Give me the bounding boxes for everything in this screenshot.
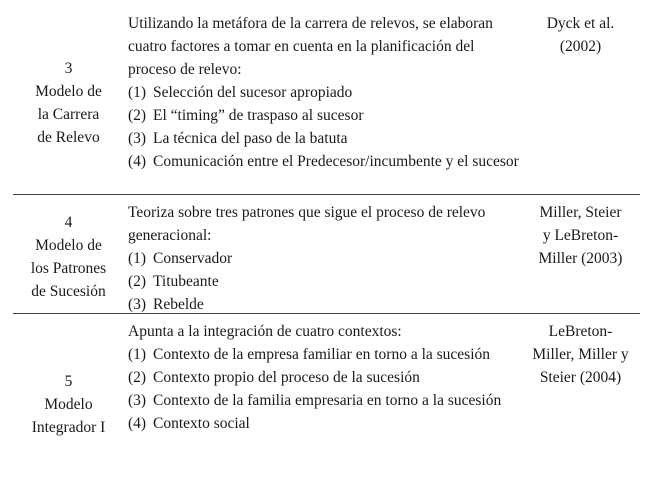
model-name-line: la Carrera [37, 106, 100, 123]
item-number: (2) [128, 107, 147, 124]
item-text: Selección del sucesor apropiado [153, 84, 353, 101]
item-number: (2) [128, 369, 147, 386]
list-item [128, 247, 521, 270]
models-table [13, 0, 640, 489]
item-number: (2) [128, 273, 147, 290]
item-text: Conservador [153, 250, 233, 267]
item-number: (3) [128, 130, 147, 147]
author-cell [521, 201, 640, 313]
context-list [128, 343, 521, 435]
item-text: La técnica del paso de la batuta [153, 130, 348, 147]
list-item [128, 81, 521, 104]
description-cell [124, 201, 521, 313]
author-line: Steier (2004) [539, 369, 622, 386]
item-number: (1) [128, 346, 147, 363]
author-cell [521, 12, 640, 194]
table-row [13, 0, 640, 195]
model-number: 5 [64, 373, 73, 390]
author-line: y LeBreton- [542, 227, 619, 244]
table-row [13, 195, 640, 314]
item-number: (1) [128, 84, 147, 101]
item-text: Contexto social [153, 415, 250, 432]
list-item [128, 343, 521, 366]
model-cell [13, 201, 124, 313]
item-number: (4) [128, 153, 147, 170]
model-name-line: de Sucesión [31, 283, 106, 300]
author-line: Miller (2003) [538, 250, 623, 267]
model-name-line: los Patrones [30, 260, 107, 277]
author-line: (2002) [559, 38, 602, 55]
list-item [128, 412, 521, 435]
model-number: 3 [64, 60, 73, 77]
item-number: (4) [128, 415, 147, 432]
item-text: El “timing” de traspaso al sucesor [153, 107, 364, 124]
description-lead: Teoriza sobre tres patrones que sigue el proceso de relevo generacional: [128, 204, 486, 244]
item-text: Contexto de la familia empresaria en torno a la sucesión [153, 392, 502, 409]
item-text: Comunicación entre el Predecesor/incumbente y el sucesor [153, 153, 519, 170]
item-text: Rebelde [153, 296, 204, 313]
item-number: (1) [128, 250, 147, 267]
description-lead: Utilizando la metáfora de la carrera de relevos, se elaboran cuatro factores a tomar en cuenta en la planificación del proceso de relevo: [128, 15, 493, 78]
author-line: Miller, Steier [539, 204, 622, 221]
model-name-line: Integrador I [31, 419, 106, 436]
author-line: Miller, Miller y [532, 346, 629, 363]
item-text: Titubeante [153, 273, 219, 290]
list-item [128, 270, 521, 293]
factor-list [128, 81, 521, 173]
model-number: 4 [64, 214, 73, 231]
table-row [13, 314, 640, 489]
description-cell [124, 320, 521, 489]
item-number: (3) [128, 296, 147, 313]
description-lead: Apunta a la integración de cuatro contextos: [128, 323, 402, 340]
pattern-list [128, 247, 521, 316]
item-number: (3) [128, 392, 147, 409]
list-item [128, 366, 521, 389]
list-item [128, 293, 521, 316]
item-text: Contexto propio del proceso de la sucesión [153, 369, 420, 386]
item-text: Contexto de la empresa familiar en torno a la sucesión [153, 346, 491, 363]
list-item [128, 104, 521, 127]
author-line: LeBreton- [548, 323, 613, 340]
list-item [128, 127, 521, 150]
model-name-line: Modelo [44, 396, 93, 413]
model-cell [13, 12, 124, 194]
model-name-line: Modelo de [35, 237, 102, 254]
author-cell [521, 320, 640, 489]
list-item [128, 150, 521, 173]
model-name-line: Modelo de [35, 83, 102, 100]
description-cell [124, 12, 521, 194]
author-line: Dyck et al. [546, 15, 615, 32]
model-cell [13, 320, 124, 489]
list-item [128, 389, 521, 412]
model-name-line: de Relevo [37, 129, 100, 146]
